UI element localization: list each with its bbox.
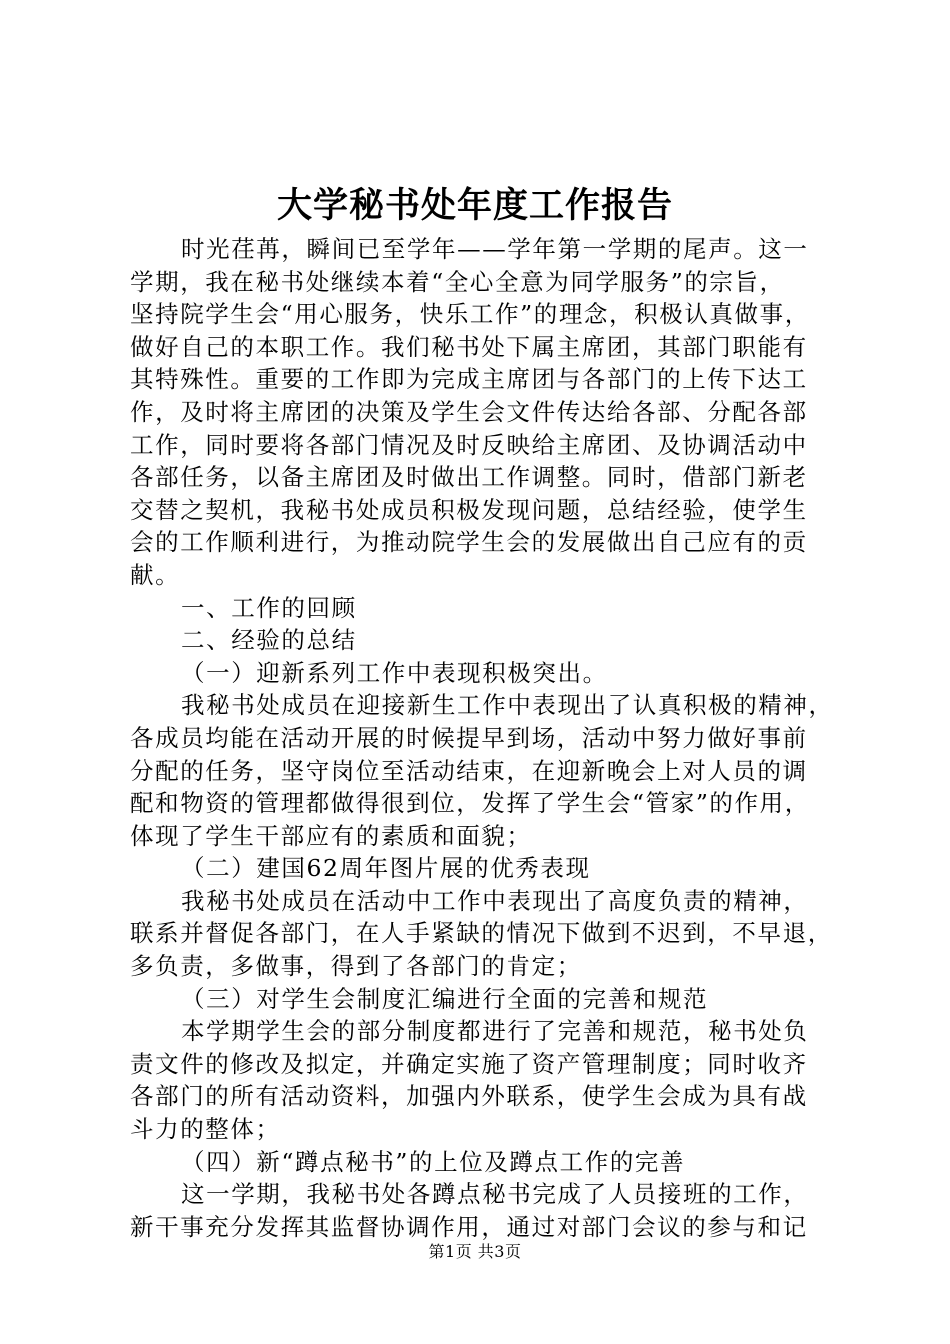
- text-line: 献。: [130, 560, 181, 589]
- text-line: 分配的任务，坚守岗位至活动结束，在迎新晚会上对人员的调: [130, 756, 808, 785]
- text-line: 坚持院学生会“用心服务，快乐工作”的理念，积极认真做事，: [130, 300, 810, 329]
- text-line: 其特殊性。重要的工作即为完成主席团与各部门的上传下达工: [130, 365, 808, 394]
- text-line: 各部门的所有活动资料，加强内外联系，使学生会成为具有战: [130, 1082, 808, 1111]
- text-line: 各成员均能在活动开展的时候提早到场，活动中努力做好事前: [130, 723, 808, 752]
- text-line: 我秘书处成员在迎接新生工作中表现出了认真积极的精神，: [181, 691, 834, 720]
- text-line: 责文件的修改及拟定，并确定实施了资产管理制度；同时收齐: [130, 1049, 808, 1078]
- text-line: 体现了学生干部应有的素质和面貌；: [130, 821, 532, 850]
- text-line: 联系并督促各部门，在人手紧缺的情况下做到不迟到，不早退，: [130, 919, 833, 948]
- text-line: 工作，同时要将各部门情况及时反映给主席团、及协调活动中: [130, 430, 808, 459]
- text-line: 新干事充分发挥其监督协调作用，通过对部门会议的参与和记: [130, 1212, 808, 1241]
- text-line: 做好自己的本职工作。我们秘书处下属主席团，其部门职能有: [130, 332, 808, 361]
- section-heading: 一、工作的回顾: [181, 593, 357, 622]
- document-title: 大学秘书处年度工作报告: [276, 185, 673, 226]
- text-line: 作，及时将主席团的决策及学生会文件传达给各部、分配各部: [130, 397, 808, 426]
- text-line: 多负责，多做事，得到了各部门的肯定；: [130, 952, 582, 981]
- page-footer: 第1页 共3页: [428, 1242, 522, 1261]
- subsection-heading: （四）新“蹲点秘书”的上位及蹲点工作的完善: [181, 1147, 686, 1176]
- text-line: 交替之契机，我秘书处成员积极发现问题，总结经验，使学生: [130, 495, 808, 524]
- subsection-heading: （二）建国62周年图片展的优秀表现: [181, 854, 591, 883]
- subsection-heading: （一）迎新系列工作中表现积极突出。: [181, 658, 608, 687]
- text-line: 这一学期，我秘书处各蹲点秘书完成了人员接班的工作，: [181, 1180, 809, 1209]
- section-heading: 二、经验的总结: [181, 626, 357, 655]
- document-body: [130, 233, 842, 1243]
- text-line: 会的工作顺利进行，为推动院学生会的发展做出自己应有的贡: [130, 528, 808, 557]
- text-line: 时光荏苒，瞬间已至学年——学年第一学期的尾声。这一: [181, 235, 809, 263]
- text-line: 我秘书处成员在活动中工作中表现出了高度负责的精神，: [181, 886, 809, 915]
- text-line: 各部任务，以备主席团及时做出工作调整。同时，借部门新老: [130, 463, 808, 492]
- text-line: 学期，我在秘书处继续本着“全心全意为同学服务”的宗旨，: [130, 267, 785, 296]
- text-line: 本学期学生会的部分制度都进行了完善和规范，秘书处负: [181, 1017, 809, 1046]
- subsection-heading: （三）对学生会制度汇编进行全面的完善和规范: [181, 984, 709, 1013]
- text-line: 斗力的整体；: [130, 1115, 281, 1144]
- text-line: 配和物资的管理都做得很到位，发挥了学生会“管家”的作用，: [130, 789, 810, 818]
